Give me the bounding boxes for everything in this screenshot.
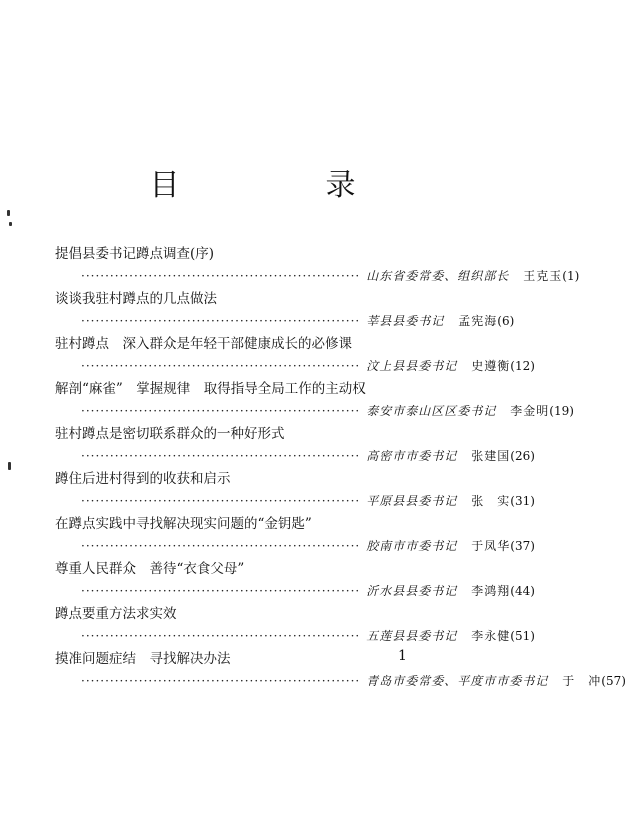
scan-speck (9, 222, 12, 226)
toc-entry (55, 559, 535, 604)
dot-leader: ·························································· (81, 584, 361, 598)
dot-leader: ·························································· (81, 629, 361, 643)
author-position: 沂水县县委书记 (366, 584, 458, 598)
toc-entry-title: 驻村蹲点 深入群众是年轻干部健康成长的必修课 (55, 336, 352, 352)
author-position: 胶南市市委书记 (366, 539, 458, 553)
toc-entry-title: 驻村蹲点是密切联系群众的一种好形式 (55, 426, 285, 442)
author-name: 王克玉 (523, 269, 563, 283)
dot-leader: ·························································· (81, 404, 361, 418)
author-position: 莘县县委书记 (366, 314, 445, 328)
toc-entry (55, 244, 580, 289)
page-reference: (37) (510, 539, 535, 553)
author-position: 泰安市泰山区区委书记 (366, 404, 497, 418)
page-title: 目 录 (149, 168, 414, 203)
toc-entry (55, 649, 626, 694)
page-reference: (1) (562, 269, 580, 283)
toc-entry (55, 334, 535, 379)
toc-entry-title: 在蹲点实践中寻找解决现实问题的“金钥匙” (55, 516, 312, 532)
toc-entry-title: 蹲点要重方法求实效 (55, 606, 177, 622)
toc-entry (55, 424, 535, 469)
author-name: 张 实 (471, 494, 511, 508)
page-reference: (44) (510, 584, 535, 598)
toc-entry (55, 514, 535, 559)
toc-entry-byline (55, 401, 574, 424)
author-position: 平原县县委书记 (366, 494, 458, 508)
dot-leader: ·························································· (81, 359, 361, 373)
author-position: 青岛市委常委、平度市市委书记 (366, 674, 549, 688)
page-reference: (57) (601, 674, 626, 688)
scan-speck (7, 210, 10, 216)
toc-entry-byline (55, 266, 580, 289)
toc-entry-byline (55, 671, 626, 694)
toc-entry-byline (55, 626, 535, 649)
toc-entry-byline (55, 446, 535, 469)
page-reference: (51) (510, 629, 535, 643)
toc-entry-title: 解剖“麻雀” 掌握规律 取得指导全局工作的主动权 (55, 381, 366, 397)
toc-entry-title: 摸准问题症结 寻找解决办法 (55, 651, 231, 667)
toc-entry-byline (55, 491, 535, 514)
page-number: 1 (398, 648, 407, 664)
toc-entry-byline (55, 356, 535, 379)
author-position: 汶上县县委书记 (366, 359, 458, 373)
author-name: 张建国 (471, 449, 511, 463)
toc-entry-byline (55, 536, 535, 559)
page-reference: (12) (510, 359, 535, 373)
dot-leader: ·························································· (81, 449, 361, 463)
author-name: 史遵衡 (471, 359, 511, 373)
toc-entry (55, 289, 515, 334)
toc-entry-title: 谈谈我驻村蹲点的几点做法 (55, 291, 217, 307)
toc-entry-title: 尊重人民群众 善待“衣食父母” (55, 561, 245, 577)
toc-entry-title: 蹲住后进村得到的收获和启示 (55, 471, 231, 487)
toc-entry (55, 604, 535, 649)
dot-leader: ·························································· (81, 269, 361, 283)
page-reference: (26) (510, 449, 535, 463)
author-name: 李鸿翔 (471, 584, 511, 598)
dot-leader: ·························································· (81, 314, 361, 328)
table-of-contents (55, 244, 626, 694)
author-name: 于 冲 (562, 674, 602, 688)
toc-entry (55, 469, 535, 514)
author-name: 于凤华 (471, 539, 511, 553)
page-reference: (31) (510, 494, 535, 508)
page-reference: (19) (549, 404, 574, 418)
toc-entry-byline (55, 581, 535, 604)
dot-leader: ·························································· (81, 674, 361, 688)
page-reference: (6) (497, 314, 515, 328)
toc-entry-byline (55, 311, 515, 334)
toc-entry-title: 提倡县委书记蹲点调查(序) (55, 246, 215, 262)
dot-leader: ·························································· (81, 539, 361, 553)
author-position: 高密市市委书记 (366, 449, 458, 463)
scan-speck (8, 462, 11, 470)
dot-leader: ·························································· (81, 494, 361, 508)
toc-entry (55, 379, 574, 424)
author-name: 李金明 (510, 404, 550, 418)
author-name: 李永健 (471, 629, 511, 643)
author-name: 孟宪海 (458, 314, 498, 328)
author-position: 五莲县县委书记 (366, 629, 458, 643)
author-position: 山东省委常委、组织部长 (366, 269, 510, 283)
